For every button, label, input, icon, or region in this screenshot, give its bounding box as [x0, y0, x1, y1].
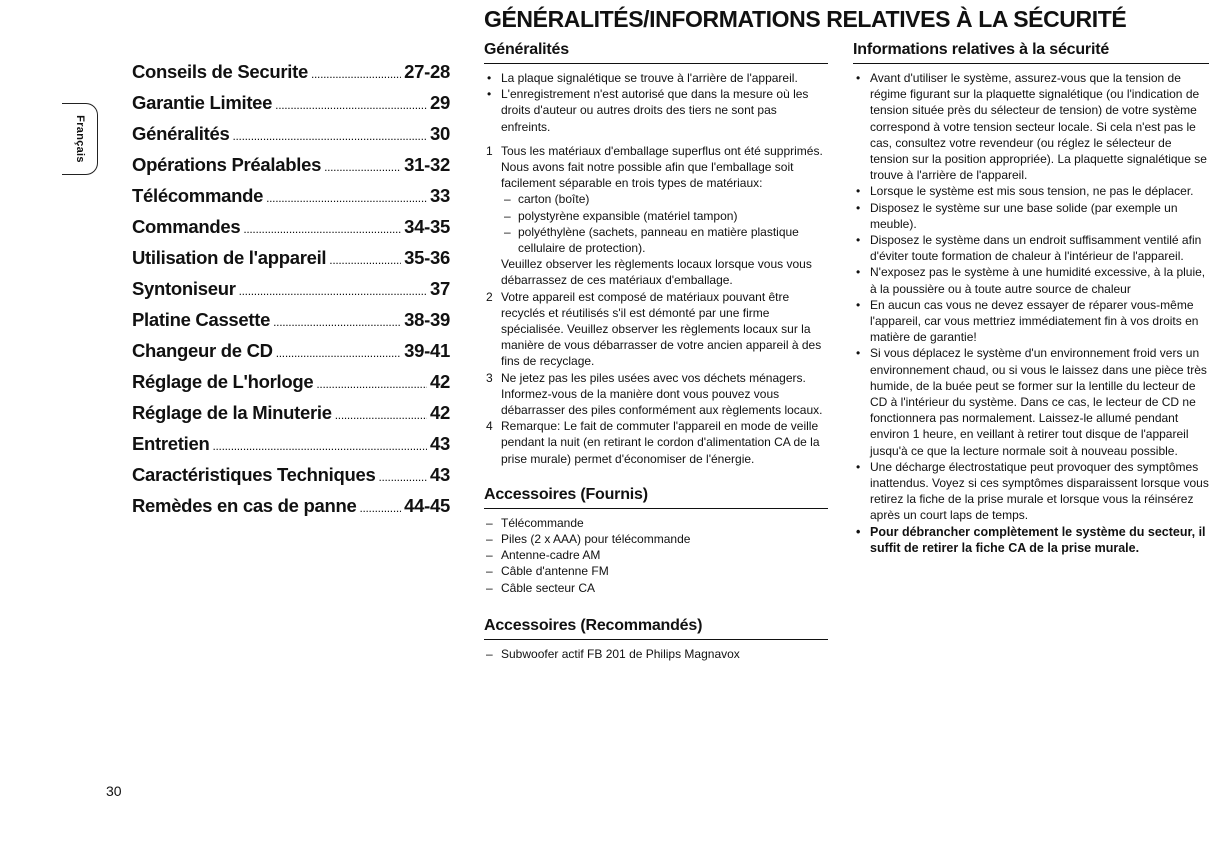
list-item: • Une décharge électrostatique peut provoquer des symptômes inattendus. Voyez si ces symptômes disparaissent lorsque vous retirez la fiche de la prise murale et lorsque vous la réinsérez après un court laps de temps. — [853, 459, 1209, 524]
item-number: 2 — [486, 289, 493, 304]
toc-entry[interactable] — [132, 433, 450, 464]
toc-leader — [232, 129, 427, 143]
item-text: Tous les matériaux d'emballage superflus ont été supprimés. Nous avons fait notre possible afin que l'emballage soit facilement séparable en trois types de matériaux: — [501, 143, 823, 191]
toc-label: Caractéristiques Techniques — [132, 464, 376, 485]
toc-label: Changeur de CD — [132, 340, 273, 361]
item-number: 1 — [486, 143, 493, 158]
toc-pages: 43 — [430, 433, 450, 454]
toc-label: Réglage de la Minuterie — [132, 402, 332, 423]
toc-pages: 27-28 — [404, 61, 450, 82]
list-item: • L'enregistrement n'est autorisé que dans la mesure où les droits d'auteur ou autres droits des tiers ne sont pas enfreints. — [484, 86, 828, 135]
toc-label: Réglage de L'horloge — [132, 371, 314, 392]
page-number: 30 — [106, 783, 122, 799]
toc-leader — [311, 67, 401, 81]
toc-entry[interactable] — [132, 247, 450, 278]
list-item: – Télécommande — [484, 515, 828, 531]
toc-pages: 35-36 — [404, 247, 450, 268]
toc-leader — [378, 470, 427, 484]
toc-leader — [275, 98, 427, 112]
toc-pages: 43 — [430, 464, 450, 485]
toc-pages: 30 — [430, 123, 450, 144]
toc-pages: 42 — [430, 402, 450, 423]
toc-entry[interactable] — [132, 340, 450, 371]
sub-item: – polystyrène expansible (matériel tampon) — [501, 208, 828, 224]
list-item: • En aucun cas vous ne devez essayer de réparer vous-même l'appareil, car vous mettriez immédiatement fin à vos droits en matière de garantie! — [853, 297, 1209, 346]
numbered-item — [484, 418, 828, 467]
toc-entry[interactable] — [132, 61, 450, 92]
toc-leader — [359, 501, 401, 515]
toc-pages: 29 — [430, 92, 450, 113]
toc-entry[interactable] — [132, 371, 450, 402]
section-title-generalites: Généralités — [484, 40, 828, 64]
toc-label: Platine Cassette — [132, 309, 271, 330]
sub-item: – polyéthylène (sachets, panneau en matière plastique cellulaire de protection). — [501, 224, 828, 256]
toc-label: Syntoniseur — [132, 278, 236, 299]
toc-pages: 44-45 — [404, 495, 450, 516]
list-item: – Subwoofer actif FB 201 de Philips Magnavox — [484, 646, 828, 662]
toc-leader — [335, 408, 427, 422]
toc-label: Télécommande — [132, 185, 264, 206]
generalites-bullets — [484, 70, 828, 135]
toc-leader — [243, 222, 401, 236]
toc-pages: 38-39 — [404, 309, 450, 330]
toc-label: Utilisation de l'appareil — [132, 247, 327, 268]
list-item: • La plaque signalétique se trouve à l'arrière de l'appareil. — [484, 70, 828, 86]
item-text: Votre appareil est composé de matériaux pouvant être recyclés et réutilisés s'il est démonté par une firme spécialisée. Veuillez observer les règlements locaux sur la manière de vous débarrasser de votre ancien appareil à des fins de recyclage. — [501, 289, 822, 369]
toc-leader — [324, 160, 401, 174]
right-column — [853, 40, 1209, 556]
generalites-numbered-list — [484, 143, 828, 467]
toc-label: Généralités — [132, 123, 230, 144]
language-tab — [62, 103, 98, 175]
numbered-item — [484, 143, 828, 289]
toc-leader — [329, 253, 401, 267]
numbered-item — [484, 370, 828, 419]
list-item: • Disposez le système dans un endroit suffisamment ventilé afin d'éviter toute formation de chaleur à l'intérieur de l'appareil. — [853, 232, 1209, 264]
toc-leader — [266, 191, 427, 205]
toc-entry[interactable] — [132, 123, 450, 154]
toc-pages: 37 — [430, 278, 450, 299]
sub-item: – carton (boîte) — [501, 191, 828, 207]
language-tab-label: Français — [73, 115, 86, 163]
toc-pages: 33 — [430, 185, 450, 206]
page-title: GÉNÉRALITÉS/INFORMATIONS RELATIVES À LA SÉCURITÉ — [484, 6, 1127, 32]
table-of-contents — [132, 61, 450, 526]
list-item: – Câble d'antenne FM — [484, 563, 828, 579]
toc-label: Remèdes en cas de panne — [132, 495, 357, 516]
material-sublist — [501, 191, 828, 256]
toc-label: Commandes — [132, 216, 241, 237]
item-note: Veuillez observer les règlements locaux lorsque vous vous débarrassez de ces matériaux d'emballage. — [501, 257, 812, 288]
list-item: • N'exposez pas le système à une humidité excessive, à la pluie, à la poussière ou à toute autre source de chaleur — [853, 264, 1209, 296]
toc-pages: 34-35 — [404, 216, 450, 237]
toc-label: Opérations Préalables — [132, 154, 322, 175]
toc-entry[interactable] — [132, 309, 450, 340]
toc-label: Garantie Limitee — [132, 92, 273, 113]
toc-leader — [273, 315, 401, 329]
toc-leader — [239, 284, 427, 298]
accessoires-fournis-list — [484, 515, 828, 596]
list-item: • Si vous déplacez le système d'un environnement froid vers un environnement chaud, ou si vous le laissez dans une pièce très humide, de la buée peut se former sur la lentille du lecteur de CD à l'intérieur du système. Dans ce cas, le lecteur de CD ne fonctionnera pas normalement. Laissez-le allumé pendant environ 1 heure, en veillant à retirer tout disque de l'appareil jusqu'à ce que la lecture normale soit à nouveau possible. — [853, 345, 1209, 458]
toc-leader — [212, 439, 427, 453]
list-item: – Câble secteur CA — [484, 580, 828, 596]
section-title-securite: Informations relatives à la sécurité — [853, 40, 1209, 64]
toc-entry[interactable] — [132, 185, 450, 216]
accessoires-recommandes-list — [484, 646, 828, 662]
list-item: • Avant d'utiliser le système, assurez-vous que la tension de régime figurant sur la plaquette signalétique (ou l'indication de tension située près du sélecteur de tension) de votre système correspond à votre tension secteur locale. Si cela n'est pas le cas, consultez votre revendeur (ou réglez le sélecteur de tension sur la position appropriée). La plaquette signalétique se trouve à l'arrière de l'appareil. — [853, 70, 1209, 183]
securite-bullets — [853, 70, 1209, 556]
item-number: 3 — [486, 370, 493, 385]
toc-label: Conseils de Securite — [132, 61, 308, 82]
section-title-accessoires-fournis: Accessoires (Fournis) — [484, 485, 828, 509]
list-item: • Lorsque le système est mis sous tension, ne pas le déplacer. — [853, 183, 1209, 199]
section-title-accessoires-recommandes: Accessoires (Recommandés) — [484, 616, 828, 640]
toc-entry[interactable] — [132, 402, 450, 433]
toc-label: Entretien — [132, 433, 210, 454]
toc-entry[interactable] — [132, 154, 450, 185]
toc-pages: 39-41 — [404, 340, 450, 361]
toc-leader — [316, 377, 427, 391]
middle-column — [484, 40, 828, 662]
item-text: Remarque: Le fait de commuter l'appareil en mode de veille pendant la nuit (en retirant le cordon d'alimentation CA de la prise murale) permet d'économiser de l'énergie. — [501, 419, 820, 466]
toc-entry[interactable] — [132, 92, 450, 123]
toc-entry[interactable] — [132, 216, 450, 247]
list-item: • Disposez le système sur une base solide (par exemple un meuble). — [853, 200, 1209, 232]
toc-entry[interactable] — [132, 495, 450, 526]
toc-pages: 31-32 — [404, 154, 450, 175]
toc-entry[interactable] — [132, 278, 450, 309]
numbered-item — [484, 289, 828, 370]
item-number: 4 — [486, 419, 493, 434]
list-item: – Antenne-cadre AM — [484, 547, 828, 563]
toc-pages: 42 — [430, 371, 450, 392]
list-item: – Piles (2 x AAA) pour télécommande — [484, 531, 828, 547]
toc-entry[interactable] — [132, 464, 450, 495]
list-item-warning: • Pour débrancher complètement le système du secteur, il suffit de retirer la fiche CA de la prise murale. — [853, 524, 1209, 556]
item-text: Ne jetez pas les piles usées avec vos déchets ménagers. Informez-vous de la manière dont vous pouvez vous débarrasser des piles conformément aux règlements locaux. — [501, 370, 823, 418]
toc-leader — [276, 346, 401, 360]
